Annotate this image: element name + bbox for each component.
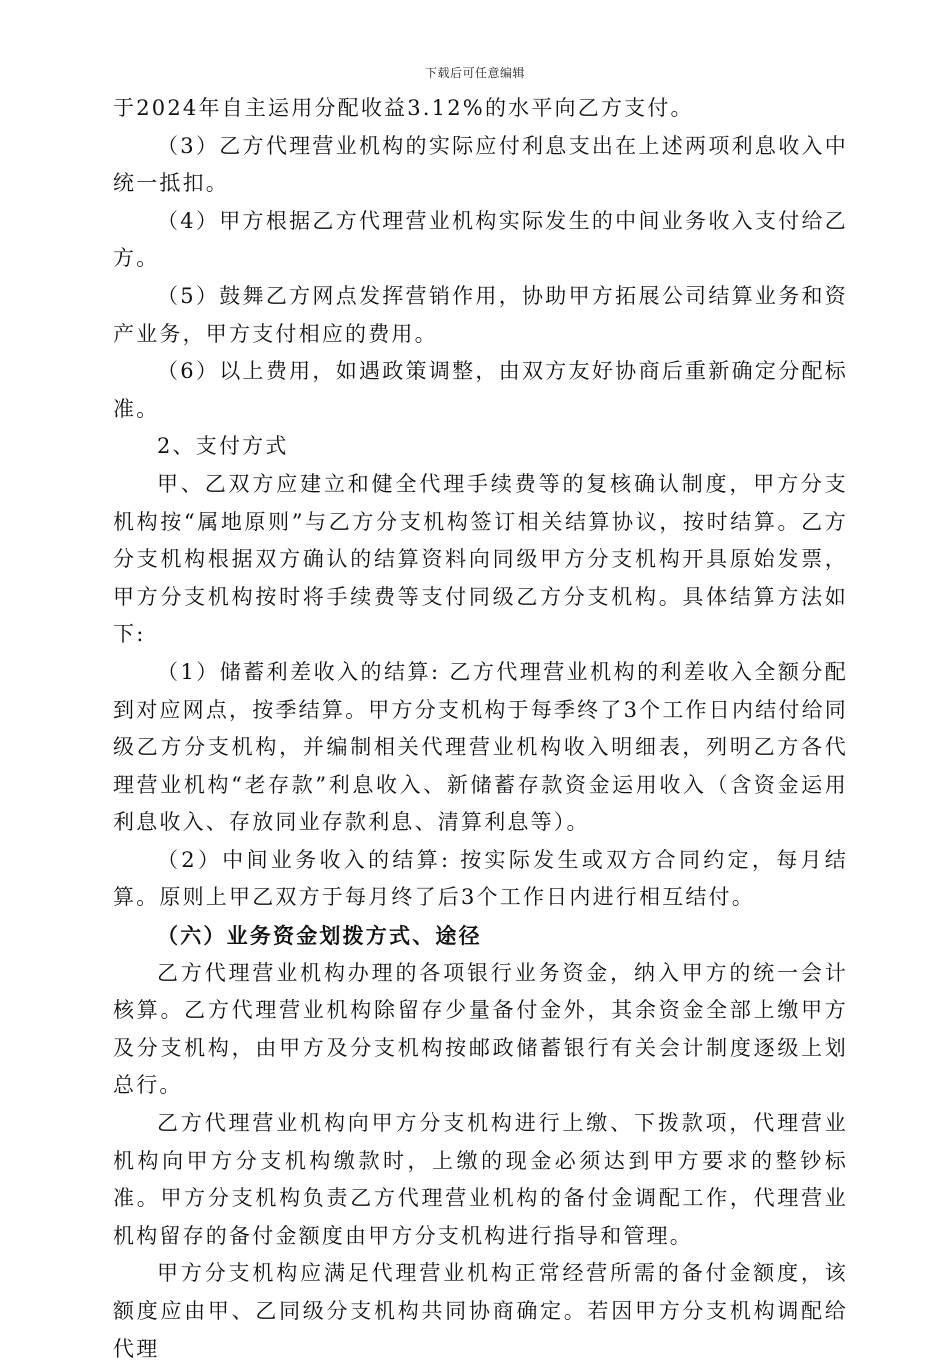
header-note: 下载后可任意编辑 (424, 66, 525, 80)
paragraph-item-6: （6）以上费用，如遇政策调整，由双方友好协商后重新确定分配标准。 (113, 359, 848, 421)
paragraph-item-5: （5）鼓舞乙方网点发挥营销作用，协助甲方拓展公司结算业务和资产业务，甲方支付相应的费用。 (113, 283, 848, 346)
paragraph-continuation: 于2024年自主运用分配收益3.12%的水平向乙方支付。 (113, 96, 694, 120)
section-heading-payment-method: 2、支付方式 (157, 434, 289, 459)
section-heading-fund-transfer: （六）业务资金划拨方式、途径 (157, 923, 482, 949)
paragraph-savings-settlement: （1）储蓄利差收入的结算: 乙方代理营业机构的利差收入全额分配到对应网点，按季结算。甲方分支机构于每季终了3个工作日内结付给同级乙方分支机构，并编制相关代理营业机构收入明细表，列明乙方各代理营业机构“老存款”利息收入、新储蓄存款资金运用收入（含资金运用利息收入、存放同业存款利息、清算利息等）。 (113, 659, 848, 835)
paragraph-reserve-quota: 甲方分支机构应满足代理营业机构正常经营所需的备付金额度，该额度应由甲、乙同级分支机构共同协商确定。若因甲方分支机构调配给代理 (113, 1261, 848, 1361)
paragraph-payment-method: 甲、乙双方应建立和健全代理手续费等的复核确认制度，甲方分支机构按“属地原则”与乙方分支机构签订相关结算协议，按时结算。乙方分支机构根据双方确认的结算资料向同级甲方分支机构开具原始发票，甲方分支机构按时将手续费等支付同级乙方分支机构。具体结算方法如下: (113, 471, 848, 647)
paragraph-intermediate-settlement: （2）中间业务收入的结算: 按实际发生或双方合同约定，每月结算。原则上甲乙双方于每月终了后3个工作日内进行相互结付。 (113, 847, 848, 910)
document-body (113, 90, 848, 1368)
paragraph-item-3: （3）乙方代理营业机构的实际应付利息支出在上述两项利息收入中统一抵扣。 (113, 133, 848, 196)
paragraph-fund-remittance: 乙方代理营业机构向甲方分支机构进行上缴、下拨款项，代理营业机构向甲方分支机构缴款时，上缴的现金必须达到甲方要求的整钞标准。甲方分支机构负责乙方代理营业机构的备付金调配工作，代理营业机构留存的备付金额度由甲方分支机构进行指导和管理。 (113, 1111, 848, 1248)
paragraph-fund-accounting: 乙方代理营业机构办理的各项银行业务资金，纳入甲方的统一会计核算。乙方代理营业机构除留存少量备付金外，其余资金全部上缴甲方及分支机构，由甲方及分支机构按邮政储蓄银行有关会计制度逐级上划总行。 (113, 960, 848, 1098)
paragraph-item-4: （4）甲方根据乙方代理营业机构实际发生的中间业务收入支付给乙方。 (113, 208, 848, 271)
